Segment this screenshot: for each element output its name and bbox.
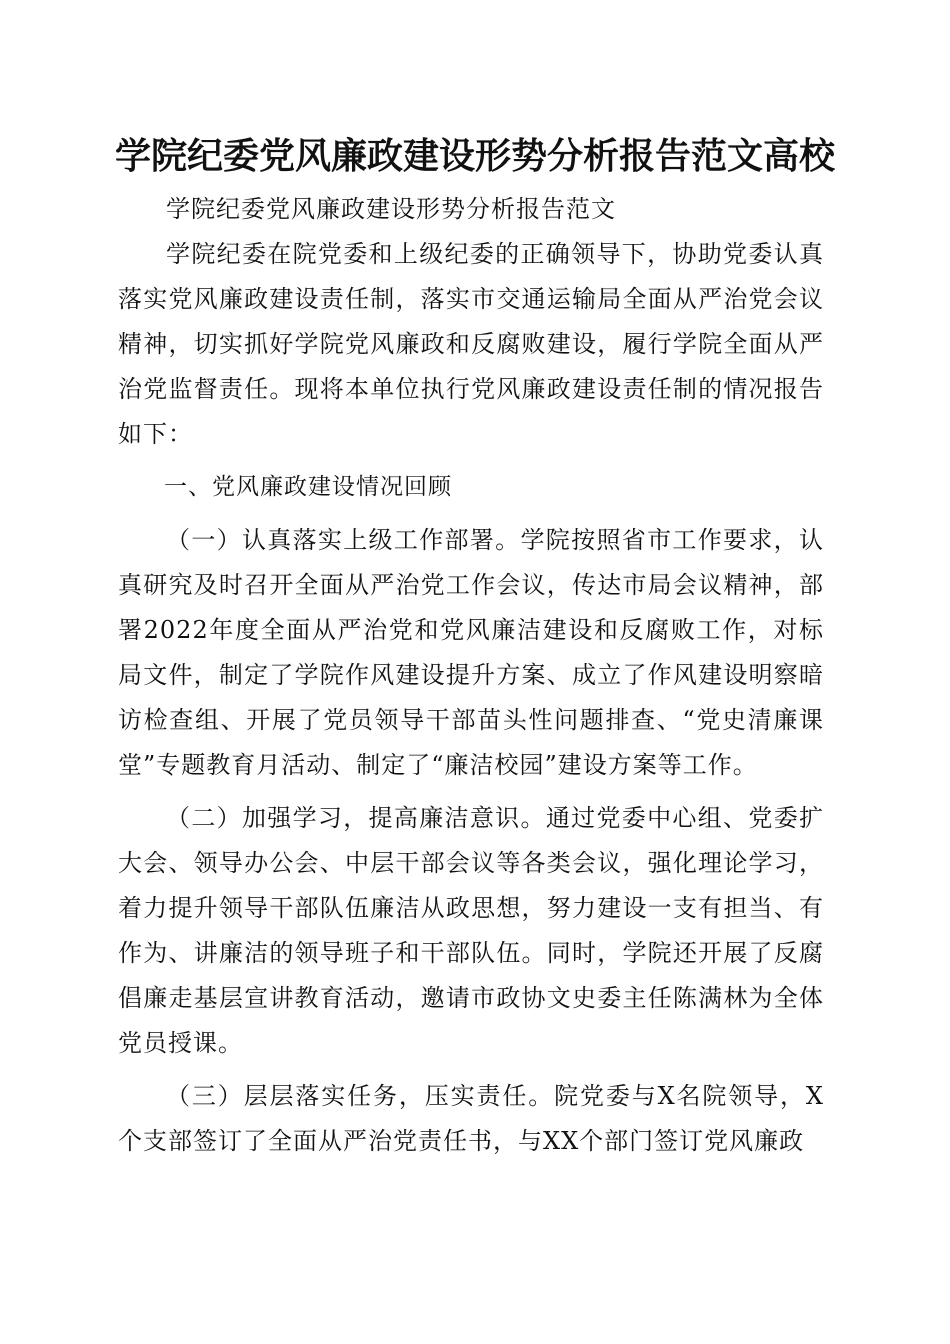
item-lead-2: （二）加强学习，提高廉洁意识。 xyxy=(166,804,546,832)
item-paragraph-2 xyxy=(118,796,824,1066)
item-text-1: 学院按照省市工作要求，认真研究及时召开全面从严治党工作会议，传达市局会议精神，部署2022年度全面从严治党和党风廉洁建设和反腐败工作，对标局文件，制定了学院作风建设提升方案、成立了作风建设明察暗访检查组、开展了党员领导干部苗头性问题排查、“党史清廉课堂”专题教育月活动、制定了“廉洁校园”建设方案等工作。 xyxy=(118,526,825,779)
document-subtitle: 学院纪委党风廉政建设形势分析报告范文 xyxy=(166,195,616,223)
document-title: 学院纪委党风廉政建设形势分析报告范文高校 xyxy=(114,135,835,177)
intro-paragraph: 学院纪委在院党委和上级纪委的正确领导下，协助党委认真落实党风廉政建设责任制，落实市交通运输局全面从严治党会议精神，切实抓好学院党风廉政和反腐败建设，履行学院全面从严治党监督责任。现将本单位执行党风廉政建设责任制的情况报告如下： xyxy=(118,240,824,448)
item-paragraph-1 xyxy=(118,518,824,788)
section-heading: 一、党风廉政建设情况回顾 xyxy=(164,474,452,500)
item-text-2: 通过党委中心组、党委扩大会、领导办公会、中层干部会议等各类会议，强化理论学习，着力提升领导干部队伍廉洁从政思想，努力建设一支有担当、有作为、讲廉洁的领导班子和干部队伍。同时，学院还开展了反腐倡廉走基层宣讲教育活动，邀请市政协文史委主任陈满林为全体党员授课。 xyxy=(118,804,825,1057)
item-paragraph-3 xyxy=(118,1074,824,1164)
document-body xyxy=(118,187,824,1164)
item-text-3: 院党委与X名院领导，X个支部签订了全面从严治党责任书，与XX个部门签订党风廉政 xyxy=(118,1082,825,1155)
item-lead-1: （一）认真落实上级工作部署。 xyxy=(166,526,521,554)
item-lead-3: （三）层层落实任务，压实责任。 xyxy=(166,1082,555,1110)
